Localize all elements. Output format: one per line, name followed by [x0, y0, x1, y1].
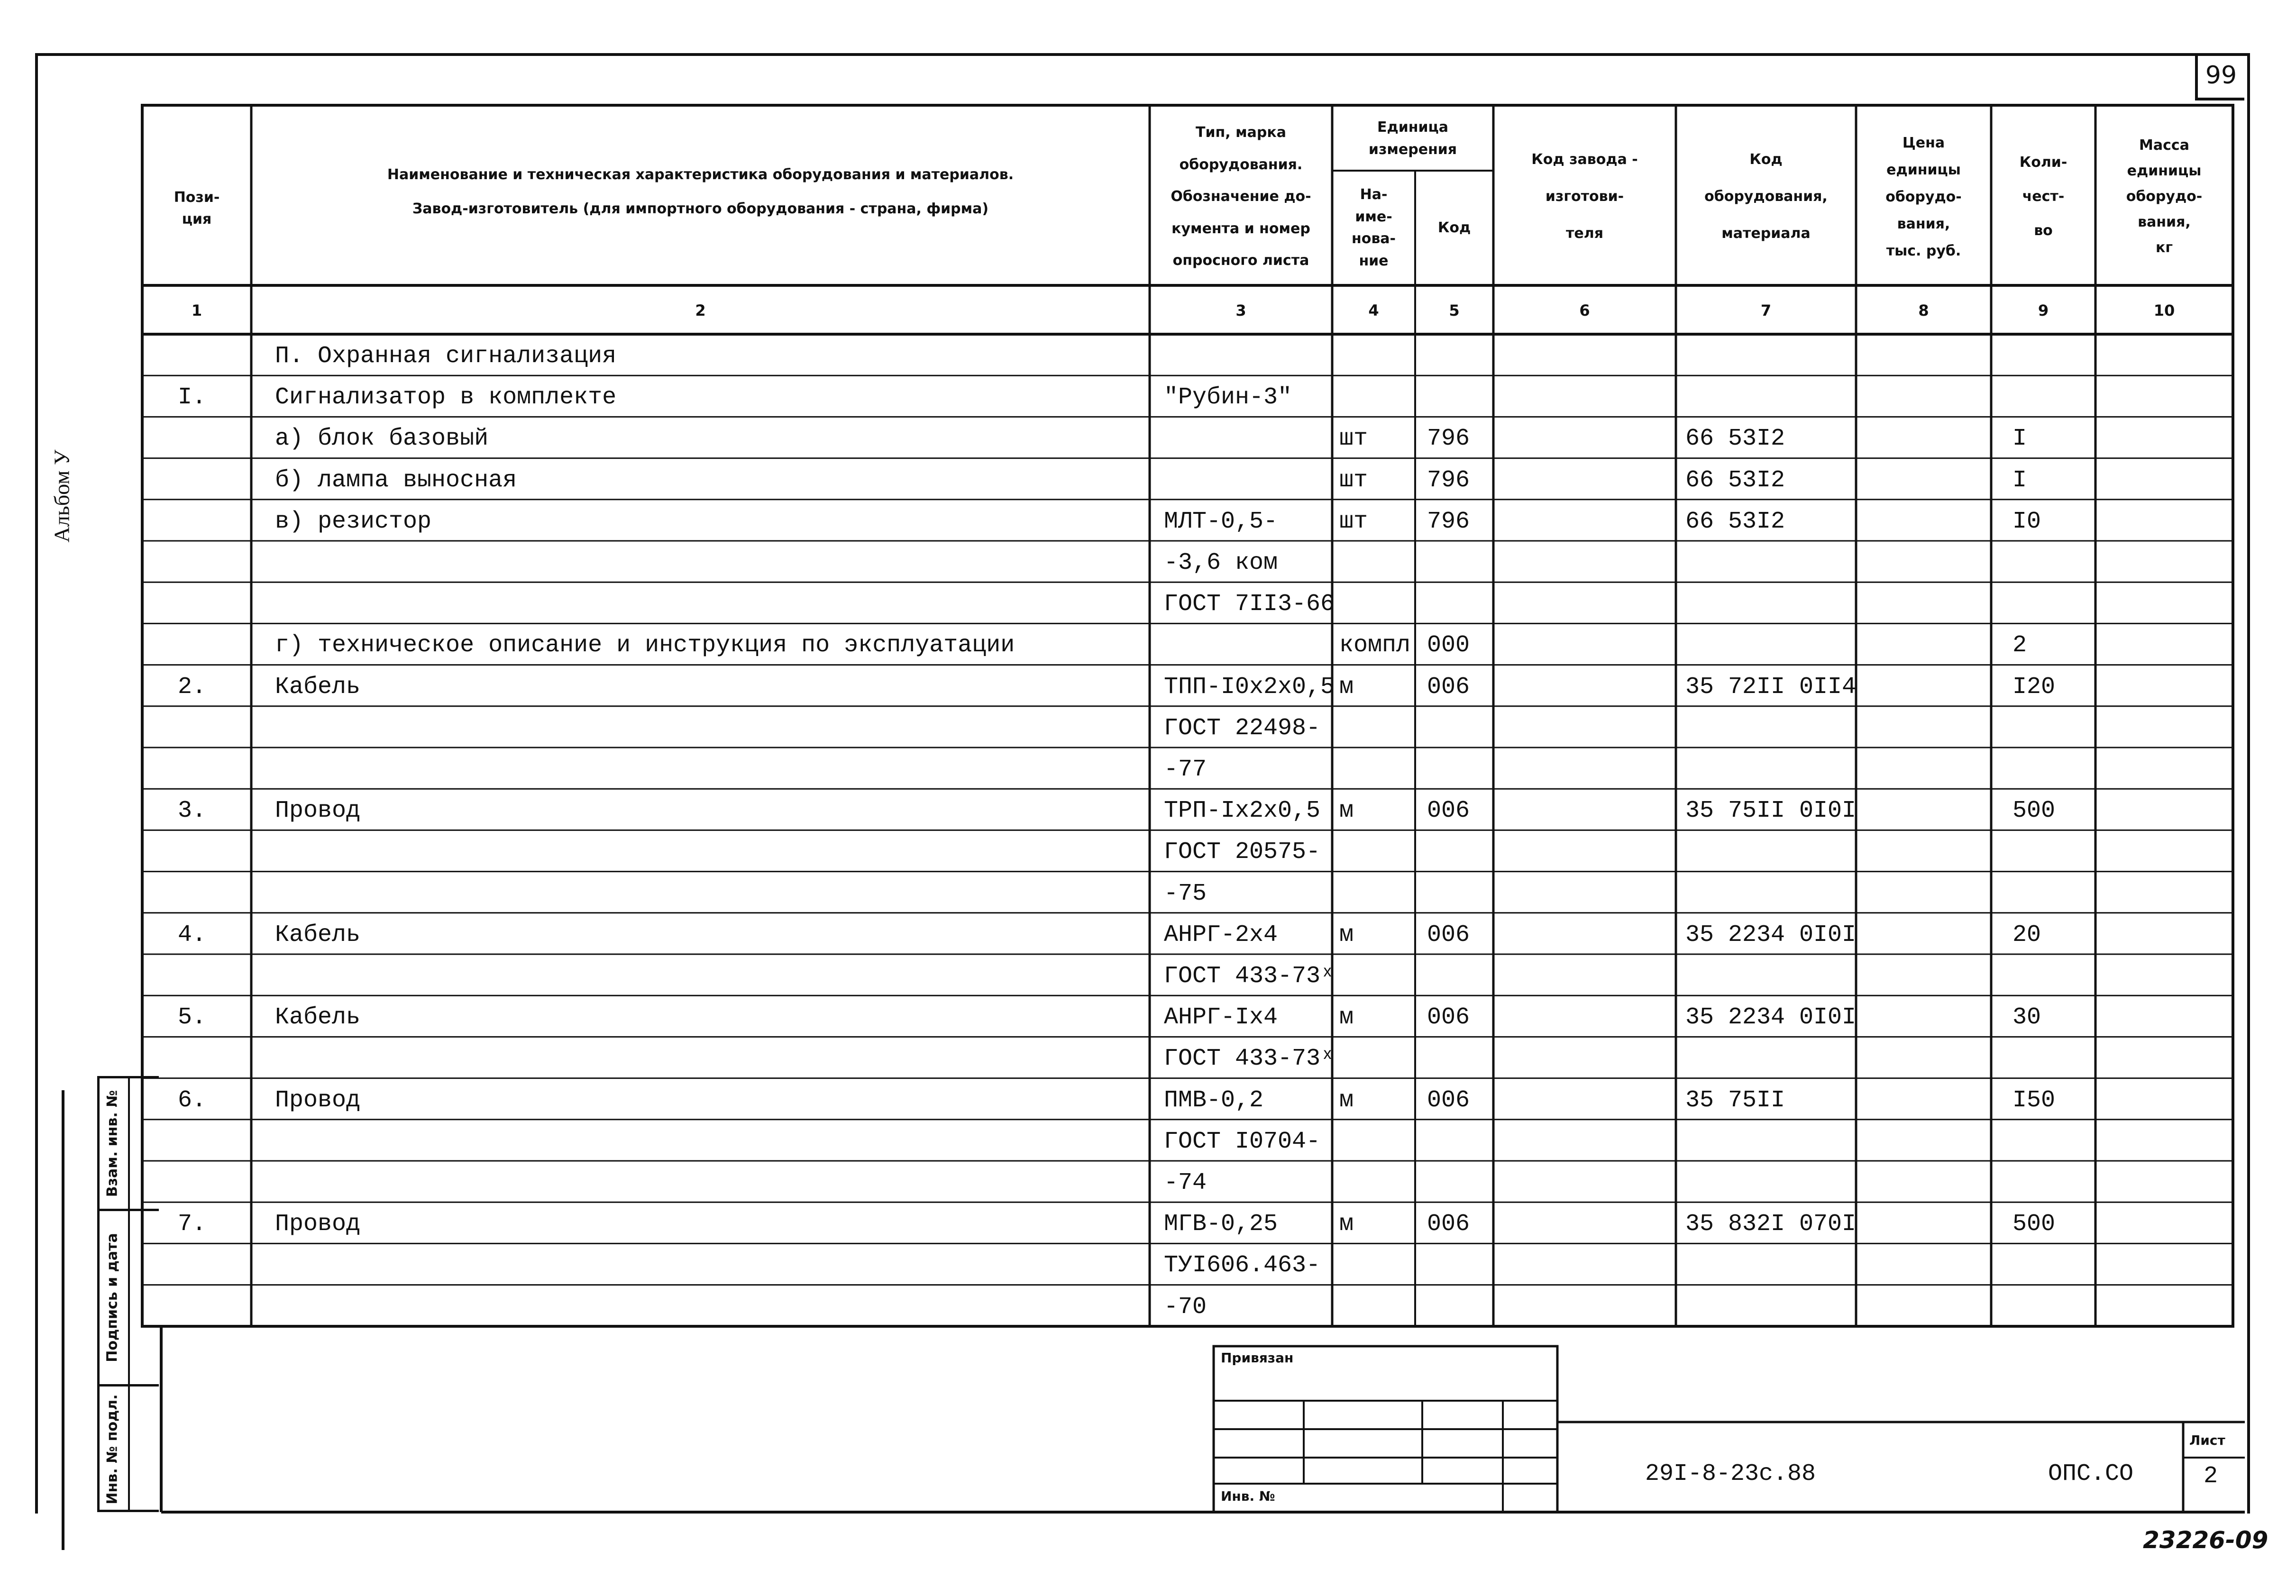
row-18-type: ГОСТ 433-73ˣ: [1164, 1045, 1335, 1073]
row-15-equip: 35 2234 0I0I: [1685, 921, 1857, 948]
row-5-unit: шт: [1339, 508, 1368, 535]
column-number-3: 3: [1235, 301, 1246, 319]
row-22-code: 006: [1427, 1211, 1470, 1238]
stamp-privyazan: Привязан: [1221, 1350, 1294, 1366]
row-21-type: -74: [1164, 1169, 1207, 1196]
archive-number: 23226-09: [2143, 1526, 2269, 1554]
row-19-equip: 35 75II: [1685, 1086, 1785, 1114]
row-12-pos: 3.: [178, 797, 207, 825]
row-16-type: ГОСТ 433-73ˣ: [1164, 963, 1335, 990]
header-price: Цена единицы оборудо- вания, тыс. руб.: [1885, 134, 1962, 259]
row-2-name: Сигнализатор в комплекте: [275, 384, 617, 411]
row-12-equip: 35 75II 0I0I: [1685, 797, 1857, 825]
row-14-type: -75: [1164, 880, 1207, 907]
row-11-type: -77: [1164, 756, 1207, 783]
row-3-unit: шт: [1339, 425, 1368, 453]
header-equipment-code: Код оборудования, материала: [1704, 151, 1828, 242]
row-22-name: Провод: [275, 1211, 361, 1238]
column-number-8: 8: [1918, 301, 1929, 319]
row-15-qty: 20: [2012, 921, 2041, 948]
row-8-name: г) техническое описание и инструкция по эксплуатации: [275, 632, 1015, 659]
stamp-doc-mark: ОПС.СО: [2048, 1460, 2134, 1487]
row-20-type: ГОСТ I0704-: [1164, 1128, 1321, 1155]
row-22-unit: м: [1339, 1211, 1354, 1238]
row-9-type: ТПП-I0х2х0,5: [1164, 673, 1335, 701]
row-4-equip: 66 53I2: [1685, 466, 1785, 494]
row-5-qty: I0: [2012, 508, 2041, 535]
row-22-equip: 35 832I 070I: [1685, 1211, 1857, 1238]
row-12-unit: м: [1339, 797, 1354, 825]
row-22-qty: 500: [2012, 1211, 2056, 1238]
header-quantity: Коли- чест- во: [2019, 154, 2067, 239]
row-9-equip: 35 72II 0II4: [1685, 673, 1857, 701]
row-13-type: ГОСТ 20575-: [1164, 839, 1321, 866]
row-15-pos: 4.: [178, 921, 207, 948]
row-6-type: -3,6 ком: [1164, 549, 1278, 576]
row-5-equip: 66 53I2: [1685, 508, 1785, 535]
row-19-unit: м: [1339, 1086, 1354, 1114]
row-4-name: б) лампа выносная: [275, 466, 517, 494]
row-19-code: 006: [1427, 1086, 1470, 1114]
row-7-type: ГОСТ 7II3-66: [1164, 591, 1335, 618]
row-3-equip: 66 53I2: [1685, 425, 1785, 453]
row-2-pos: I.: [178, 384, 207, 411]
header-mass: Масса единицы оборудо- вания, кг: [2126, 137, 2203, 256]
row-5-code: 796: [1427, 508, 1470, 535]
header-unit: Единица измерения: [1368, 119, 1457, 158]
row-9-code: 006: [1427, 673, 1470, 701]
row-17-qty: 30: [2012, 1004, 2041, 1031]
row-22-type: МГВ-0,25: [1164, 1211, 1278, 1238]
stamp-doc-code: 29I-8-23с.88: [1645, 1460, 1816, 1487]
header-unit-name: На- име- нова- ние: [1351, 186, 1396, 269]
row-8-qty: 2: [2012, 632, 2027, 659]
row-12-qty: 500: [2012, 797, 2056, 825]
column-number-7: 7: [1760, 301, 1772, 319]
row-23-type: ТУI606.463-: [1164, 1252, 1321, 1279]
row-4-qty: I: [2012, 466, 2027, 494]
row-15-unit: м: [1339, 921, 1354, 948]
row-12-type: ТРП-Iх2х0,5: [1164, 797, 1321, 825]
column-number-4: 4: [1368, 301, 1379, 319]
column-number-6: 6: [1579, 301, 1590, 319]
stamp-list-number: 2: [2204, 1463, 2218, 1490]
row-9-qty: I20: [2012, 673, 2056, 701]
row-5-name: в) резистор: [275, 508, 432, 535]
row-4-code: 796: [1427, 466, 1470, 494]
row-17-name: Кабель: [275, 1004, 361, 1031]
row-19-type: ПМВ-0,2: [1164, 1086, 1264, 1114]
stamp-list-label: Лист: [2189, 1432, 2225, 1448]
row-17-unit: м: [1339, 1004, 1354, 1031]
row-12-name: Провод: [275, 797, 361, 825]
row-19-qty: I50: [2012, 1086, 2056, 1114]
row-9-unit: м: [1339, 673, 1354, 701]
row-17-code: 006: [1427, 1004, 1470, 1031]
header-factory-code: Код завода - изготови- теля: [1531, 151, 1638, 242]
row-9-name: Кабель: [275, 673, 361, 701]
podpis-label: Подпись и дата: [104, 1233, 121, 1362]
column-number-2: 2: [695, 301, 706, 319]
row-3-name: а) блок базовый: [275, 425, 489, 453]
column-number-1: 1: [191, 301, 202, 319]
vzam-label: Взам. инв. №: [104, 1090, 121, 1197]
column-number-9: 9: [2038, 301, 2049, 319]
row-17-equip: 35 2234 0I0I: [1685, 1004, 1857, 1031]
row-15-code: 006: [1427, 921, 1470, 948]
header-name-line2: Завод-изготовитель (для импортного оборудования - страна, фирма): [412, 201, 989, 217]
stamp-inv-no: Инв. №: [1221, 1488, 1275, 1504]
header-unit-code: Код: [1437, 219, 1471, 236]
row-9-pos: 2.: [178, 673, 207, 701]
page-number: 99: [2205, 61, 2237, 90]
column-number-10: 10: [2153, 301, 2175, 319]
row-2-type: "Рубин-3": [1164, 384, 1292, 411]
row-1-name: П. Охранная сигнализация: [275, 343, 617, 370]
inv-label: Инв. № подл.: [104, 1394, 121, 1505]
row-4-unit: шт: [1339, 466, 1368, 494]
album-label: Альбом У: [49, 449, 74, 543]
row-15-name: Кабель: [275, 921, 361, 948]
row-3-qty: I: [2012, 425, 2027, 453]
header-position: Пози- ция: [174, 189, 220, 228]
row-24-type: -70: [1164, 1293, 1207, 1321]
row-5-type: МЛТ-0,5-: [1164, 508, 1278, 535]
row-8-unit: компл: [1339, 632, 1411, 659]
column-number-5: 5: [1449, 301, 1460, 319]
row-17-pos: 5.: [178, 1004, 207, 1031]
row-12-code: 006: [1427, 797, 1470, 825]
row-17-type: АНРГ-Iх4: [1164, 1004, 1278, 1031]
row-15-type: АНРГ-2х4: [1164, 921, 1278, 948]
row-22-pos: 7.: [178, 1211, 207, 1238]
row-19-name: Провод: [275, 1086, 361, 1114]
header-name-line1: Наименование и техническая характеристика оборудования и материалов.: [387, 166, 1014, 183]
row-8-code: 000: [1427, 632, 1470, 659]
row-10-type: ГОСТ 22498-: [1164, 714, 1321, 742]
header-type: Тип, марка оборудования. Обозначение до- кумента и номер опросного листа: [1171, 124, 1311, 269]
row-3-code: 796: [1427, 425, 1470, 453]
row-19-pos: 6.: [178, 1086, 207, 1114]
